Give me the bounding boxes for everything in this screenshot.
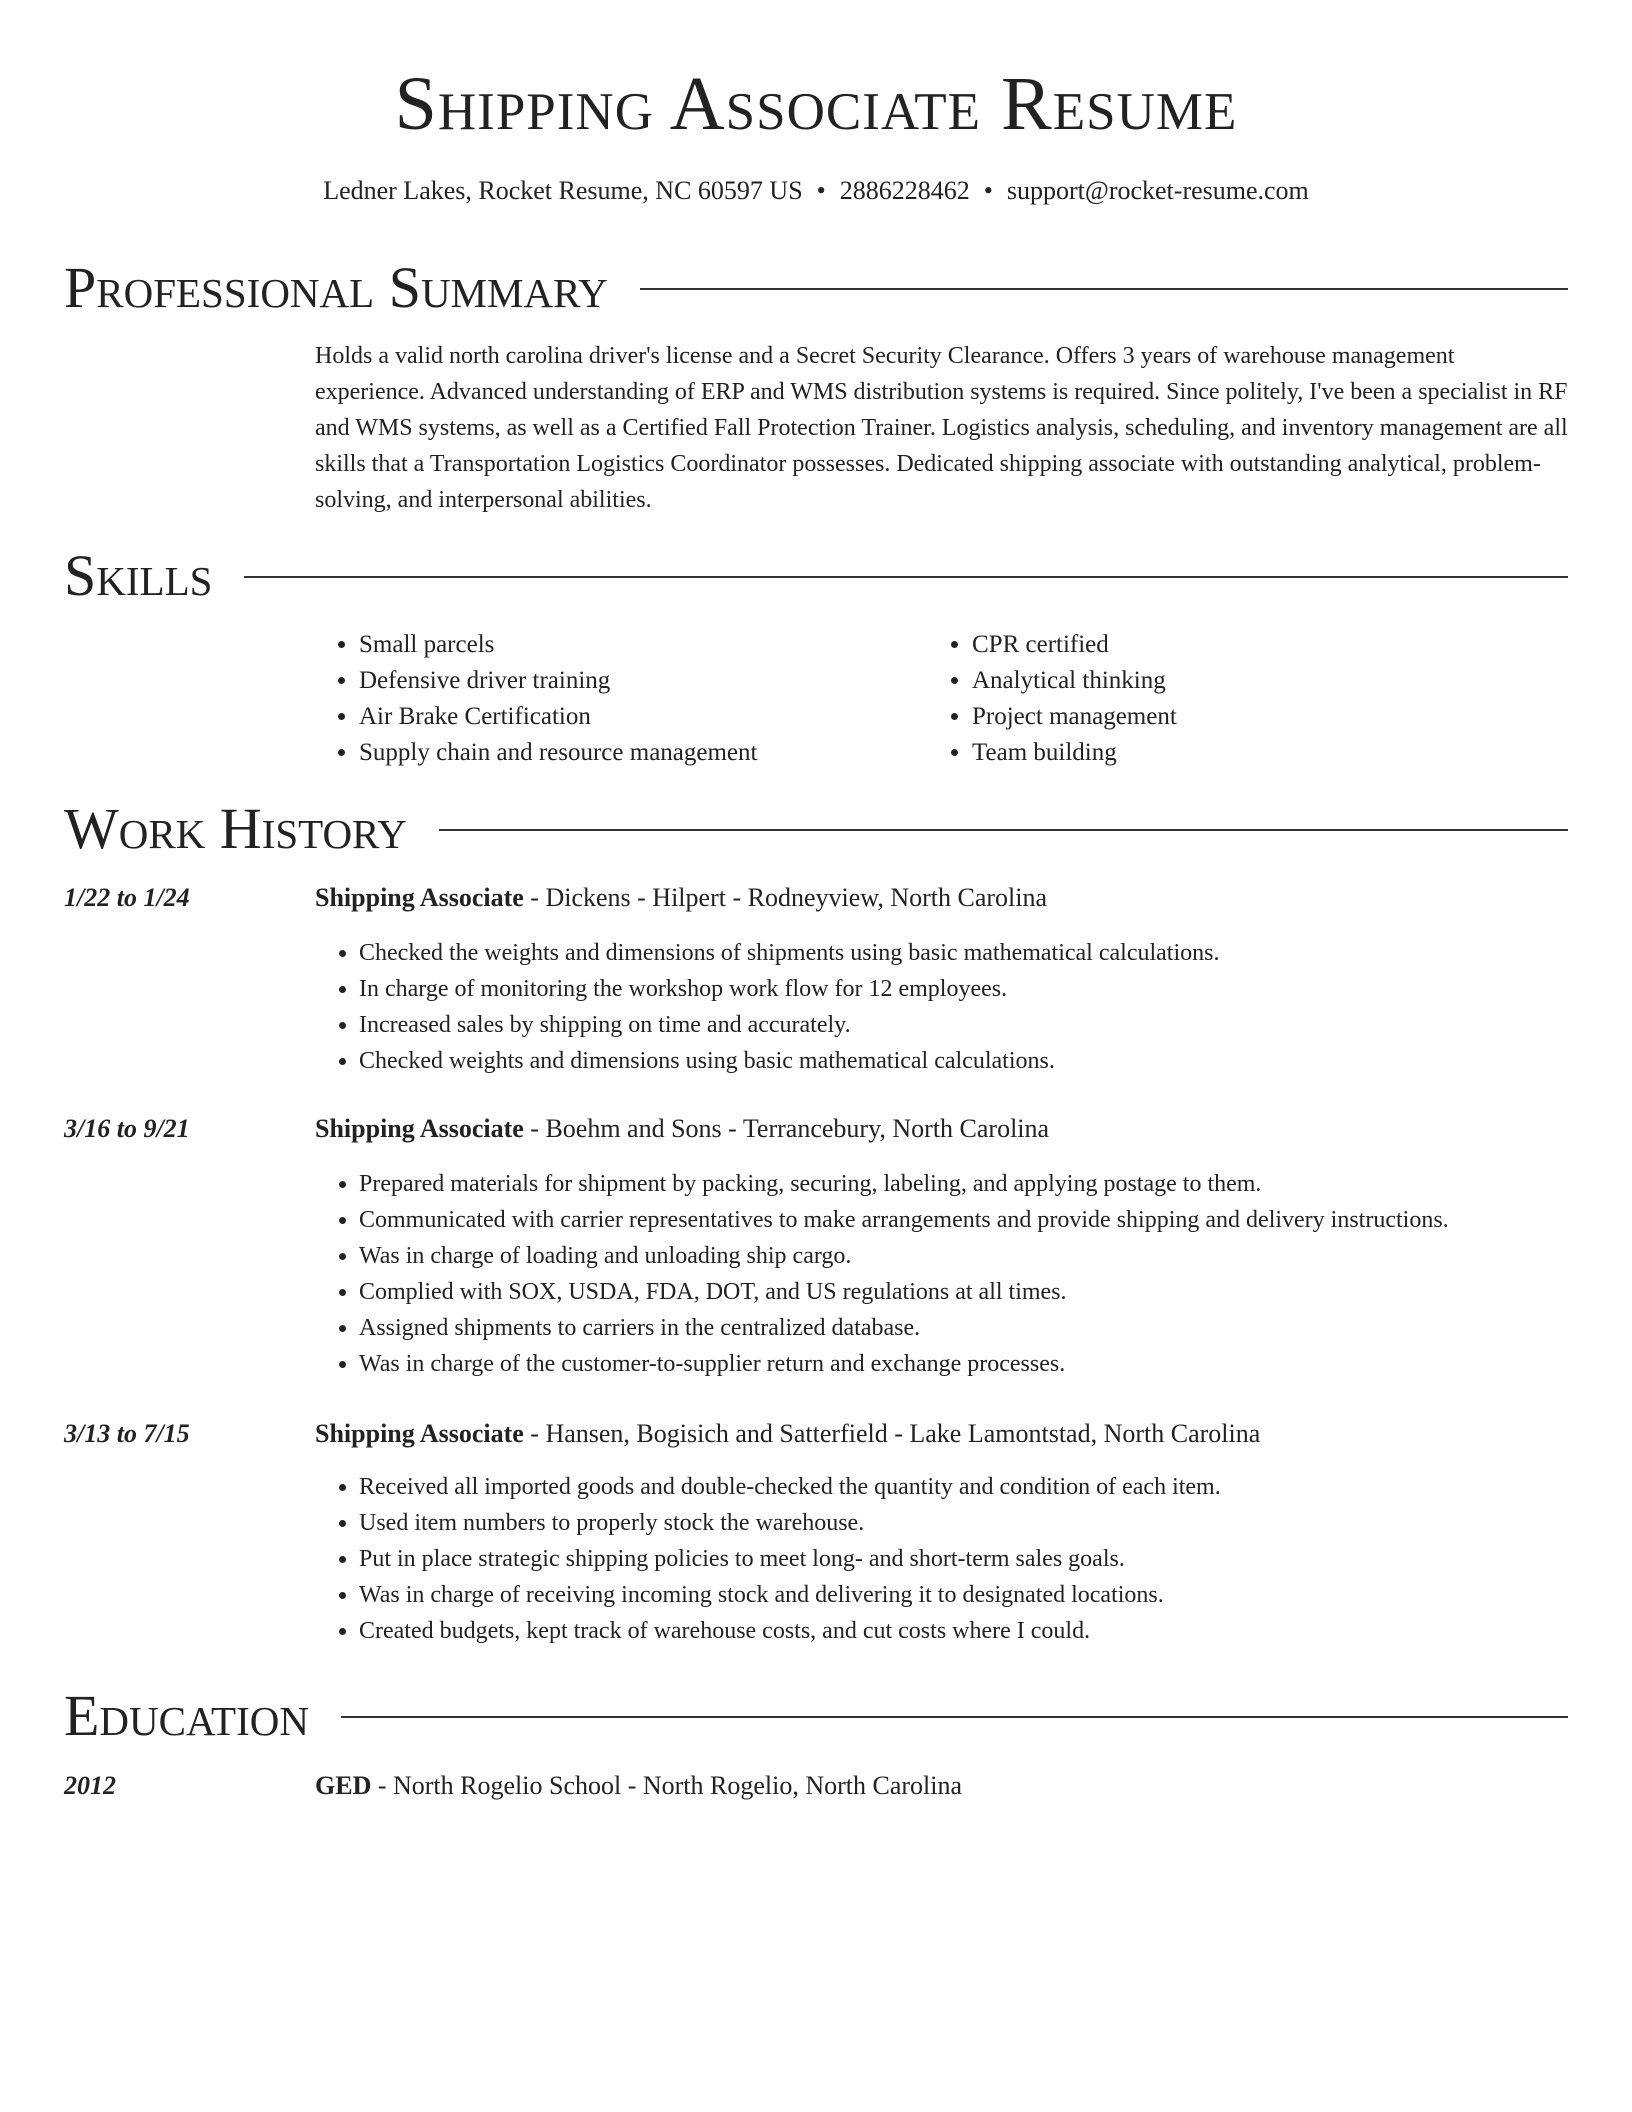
skill-item: • Project management [972, 699, 1177, 735]
education-degree: GED [315, 1771, 372, 1800]
job-bullet: • Assigned shipments to carriers in the centralized database. [359, 1310, 1568, 1346]
skill-item: • CPR certified [972, 627, 1177, 663]
job-bullet: • Increased sales by shipping on time and accurately. [359, 1007, 1568, 1043]
job-dates: 1/22 to 1/24 [64, 883, 190, 912]
skill-item: • Supply chain and resource management [359, 735, 757, 771]
section-divider [640, 288, 1568, 290]
job-bullet: • Used item numbers to properly stock the warehouse. [359, 1505, 1568, 1541]
job-employer: - Boehm and Sons - Terrancebury, North Carolina [523, 1114, 1050, 1143]
education-year: 2012 [64, 1771, 116, 1800]
job-bullet: • Was in charge of the customer-to-supplier return and exchange processes. [359, 1346, 1568, 1382]
job-bullet: • Created budgets, kept track of warehouse costs, and cut costs where I could. [359, 1613, 1568, 1649]
job-title-line [315, 881, 1047, 915]
job-title-line [315, 1417, 1260, 1451]
skill-item: • Defensive driver training [359, 663, 757, 699]
section-divider [439, 829, 1568, 831]
job-bullets [315, 1166, 1568, 1382]
job-bullet: • Was in charge of receiving incoming stock and delivering it to designated locations. [359, 1577, 1568, 1613]
skill-item: • Team building [972, 735, 1177, 771]
skill-item: • Analytical thinking [972, 663, 1177, 699]
skills-heading-text: Skills [64, 543, 213, 608]
job-bullet: • Put in place strategic shipping policies to meet long- and short-term sales goals. [359, 1541, 1568, 1577]
skill-item: • Small parcels [359, 627, 757, 663]
resume-page [64, 0, 1568, 2112]
job-employer: - Dickens - Hilpert - Rodneyview, North Carolina [523, 883, 1048, 912]
education-line [315, 1769, 962, 1803]
job-employer: - Hansen, Bogisich and Satterfield - Lake Lamontstad, North Carolina [523, 1419, 1261, 1448]
education-heading-text: Education [64, 1683, 309, 1748]
job-role: Shipping Associate [315, 1114, 524, 1143]
job-bullet: • Prepared materials for shipment by packing, securing, labeling, and applying postage to them. [359, 1166, 1568, 1202]
job-bullets [315, 1469, 1568, 1649]
section-divider [244, 576, 1568, 578]
skills-section-heading [64, 541, 1568, 611]
resume-title: Shipping Associate Resume [394, 62, 1238, 146]
education-school: - North Rogelio School - North Rogelio, North Carolina [371, 1771, 963, 1800]
contact-separator: • [816, 176, 826, 205]
job-role: Shipping Associate [315, 1419, 524, 1448]
contact-email: support@rocket-resume.com [1006, 176, 1309, 205]
contact-address: Ledner Lakes, Rocket Resume, NC 60597 US [323, 176, 803, 205]
skill-item: • Air Brake Certification [359, 699, 757, 735]
job-role: Shipping Associate [315, 883, 524, 912]
contact-separator: • [983, 176, 993, 205]
contact-line [64, 174, 1568, 208]
job-bullets [315, 935, 1568, 1079]
summary-heading-text: Professional Summary [64, 255, 608, 320]
education-section-heading [64, 1681, 1568, 1751]
job-bullet: • Was in charge of loading and unloading ship cargo. [359, 1238, 1568, 1274]
job-bullet: • Checked the weights and dimensions of shipments using basic mathematical calculations. [359, 935, 1568, 971]
skills-list-left [315, 627, 757, 771]
work-heading-text: Work History [64, 796, 407, 861]
job-bullet: • Communicated with carrier representatives to make arrangements and provide shipping and delivery instructions. [359, 1202, 1568, 1238]
job-bullet: • Received all imported goods and double-checked the quantity and condition of each item. [359, 1469, 1568, 1505]
section-divider [341, 1716, 1568, 1718]
skills-list-right [928, 627, 1177, 771]
job-bullet: • Checked weights and dimensions using basic mathematical calculations. [359, 1043, 1568, 1079]
contact-phone: 2886228462 [839, 176, 970, 205]
summary-section-heading [64, 253, 1568, 323]
job-dates: 3/16 to 9/21 [64, 1114, 190, 1143]
job-dates: 3/13 to 7/15 [64, 1419, 190, 1448]
work-section-heading [64, 794, 1568, 864]
job-title-line [315, 1112, 1049, 1146]
job-bullet: • In charge of monitoring the workshop work flow for 12 employees. [359, 971, 1568, 1007]
job-bullet: • Complied with SOX, USDA, FDA, DOT, and US regulations at all times. [359, 1274, 1568, 1310]
summary-paragraph: Holds a valid north carolina driver's license and a Secret Security Clearance. Offers 3 years of warehouse management experience. Advanced understanding of ERP and WMS distribution systems is required. Since politely, I've been a specialist in RF and WMS systems, as well as a Certified Fall Protection Trainer. Logistics analysis, scheduling, and inventory management are all skills that a Transportation Logistics Coordinator possesses. Dedicated shipping associate with outstanding analytical, problem-solving, and interpersonal abilities. [315, 343, 1568, 513]
